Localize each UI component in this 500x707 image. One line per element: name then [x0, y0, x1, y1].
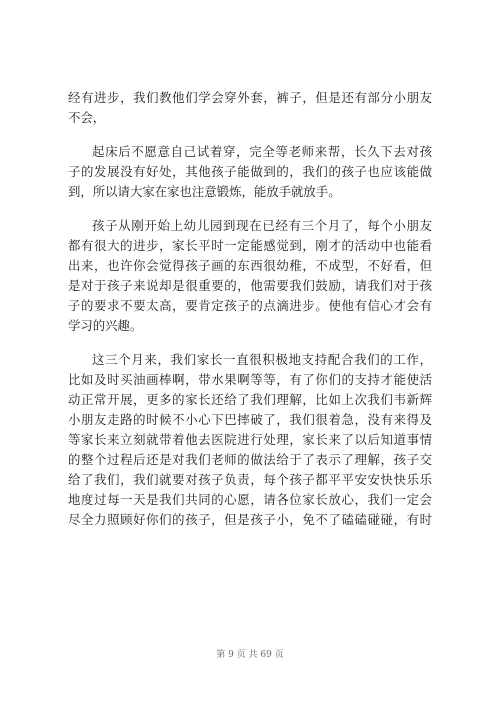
- text-line: 等家长来立刻就带着他去医院进行处理，家长来了以后知道事情: [68, 432, 432, 447]
- text-line: 出来，也许你会觉得孩子画的东西很幼稚，不成型，不好看，但: [68, 258, 432, 273]
- text-line: 是对于孩子来说却是很重要的，他需要我们鼓励，请我们对于孩: [68, 278, 432, 293]
- text-line: 小朋友走路的时候不小心下巴摔破了，我们很着急，没有来得及: [68, 412, 432, 427]
- text-line: 给了我们，我们就要对孩子负责，每个孩子都平平安安快快乐乐: [68, 472, 432, 487]
- text-line: 都有很大的进步，家长平时一定能感觉到，刚才的活动中也能看: [68, 238, 432, 253]
- text-line: 地度过每一天是我们共同的心愿，请各位家长放心，我们一定会: [68, 492, 432, 507]
- text-line: 子的要求不要太高，要肯定孩子的点滴进步。使他有信心才会有: [68, 298, 432, 313]
- text-line: 比如及时买油画棒啊，带水果啊等等，有了你们的支持才能使活: [68, 372, 432, 387]
- text-line: 学习的兴趣。: [68, 318, 143, 333]
- text-line: 尽全力照顾好你们的孩子，但是孩子小，免不了磕磕碰碰，有时: [68, 512, 432, 527]
- text-line: 经有进步，我们教他们学会穿外套，裤子，但是还有部分小朋友: [68, 90, 432, 105]
- text-line: 不会，: [68, 110, 106, 125]
- paragraph-start-line: 孩子从刚开始上幼儿园到现在已经有三个月了，每个小朋友: [92, 218, 432, 233]
- paragraph-start-line: 这三个月来，我们家长一直很积极地支持配合我们的工作，: [92, 352, 432, 367]
- text-line: 到，所以请大家在家也注意锻炼，能放手就放手。: [68, 184, 341, 199]
- text-line: 动正常开展，更多的家长还给了我们理解，比如上次我们韦新辉: [68, 392, 432, 407]
- page-number-footer: 第 9 页 共 69 页: [216, 650, 284, 660]
- paragraph-start-line: 起床后不愿意自己试着穿，完全等老师来帮，长久下去对孩: [92, 144, 432, 159]
- text-line: 子的发展没有好处，其他孩子能做到的，我们的孩子也应该能做: [68, 164, 432, 179]
- text-line: 的整个过程后还是对我们老师的做法给于了表示了理解，孩子交: [68, 452, 432, 467]
